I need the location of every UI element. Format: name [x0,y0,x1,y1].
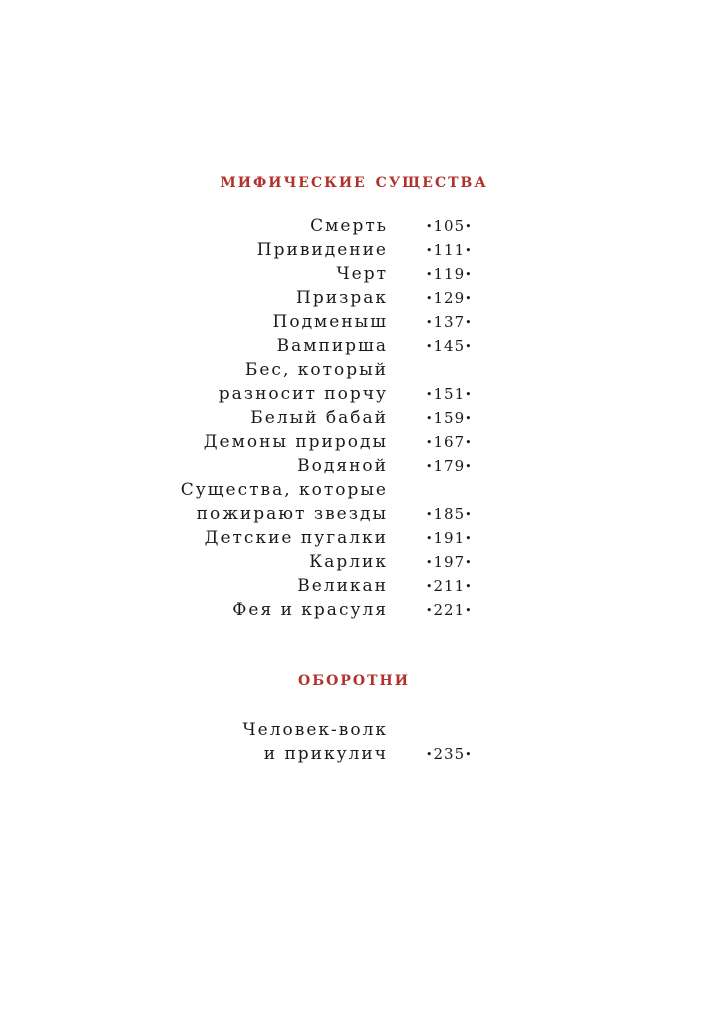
page-number-value: 179 [433,457,466,475]
bullet-icon: • [426,748,434,761]
page-number [426,382,473,408]
bullet-icon: • [426,556,434,569]
page-number-value: 185 [433,505,466,523]
entry-title [297,454,388,478]
page-number-value: 159 [433,409,466,427]
entry-title-line: Детские пугалки [204,528,388,548]
page-number-value: 191 [433,529,466,547]
toc-entry[interactable] [0,430,708,454]
entry-title-line: Привидение [256,240,388,260]
entry-title [250,406,388,430]
bullet-icon: • [426,340,434,353]
section-title: оборотни [298,666,410,690]
bullet-icon: • [465,508,473,521]
entry-title [181,478,388,526]
bullet-icon: • [426,460,434,473]
entry-title-line: Бес, который [244,360,388,380]
bullet-icon: • [426,508,434,521]
toc-entry[interactable] [0,598,708,622]
entry-title-line: Существа, которые [180,480,388,500]
entry-title-line: Смерть [310,216,388,236]
page-number-value: 167 [433,433,466,451]
entry-title [297,574,388,598]
page-number [426,430,473,456]
entry-title [337,262,389,286]
entry-title [309,550,388,574]
entry-title [204,430,388,454]
toc-entry[interactable] [0,718,708,766]
bullet-icon: • [426,268,434,281]
page-number-value: 221 [433,601,466,619]
entry-title [310,214,388,238]
toc-entry[interactable] [0,358,708,406]
entry-title [257,238,388,262]
bullet-icon: • [426,532,434,545]
page-number [426,214,473,240]
page-number [426,550,473,576]
entry-title-line: разносит порчу [218,384,388,404]
entry-title-line: пожирают звезды [196,504,388,524]
bullet-icon: • [426,292,434,305]
page-number-value: 211 [433,577,466,595]
toc-entry[interactable] [0,406,708,430]
entry-title [205,526,388,550]
page-number [426,526,473,552]
toc-entry[interactable] [0,286,708,310]
page-number-value: 151 [433,385,466,403]
toc-entry[interactable] [0,334,708,358]
toc-entry[interactable] [0,526,708,550]
page-number [426,262,473,288]
bullet-icon: • [426,388,434,401]
bullet-icon: • [426,316,434,329]
bullet-icon: • [426,604,434,617]
toc-entry[interactable] [0,238,708,262]
bullet-icon: • [465,580,473,593]
page-number-value: 119 [433,265,466,283]
entry-title [219,358,388,406]
page-number-value: 235 [433,745,466,763]
entry-title-line: Призрак [296,288,388,308]
bullet-icon: • [465,340,473,353]
bullet-icon: • [465,412,473,425]
page-number [426,598,473,624]
entry-title [273,310,388,334]
entry-title-line: Демоны природы [203,432,388,452]
entry-title [296,286,388,310]
bullet-icon: • [465,292,473,305]
bullet-icon: • [426,580,434,593]
entry-title-line: Фея и красуля [232,600,388,620]
entry-title [232,598,388,622]
page-number-value: 111 [433,241,466,259]
bullet-icon: • [465,748,473,761]
page-number [426,742,473,768]
page-number-value: 105 [433,217,466,235]
page-number [426,406,473,432]
bullet-icon: • [426,412,434,425]
page-number [426,238,473,264]
page-number [426,454,473,480]
entry-title [243,718,388,766]
bullet-icon: • [465,604,473,617]
page-number [426,502,473,528]
toc-entry[interactable] [0,262,708,286]
page-number [426,286,473,312]
bullet-icon: • [465,460,473,473]
entry-title-line: Белый бабай [250,408,388,428]
page-number-value: 197 [433,553,466,571]
bullet-icon: • [426,436,434,449]
bullet-icon: • [465,316,473,329]
bullet-icon: • [465,436,473,449]
page-number [426,334,473,360]
page-number-value: 145 [433,337,466,355]
entry-title-line: Подменыш [272,312,388,332]
page-number-value: 129 [433,289,466,307]
bullet-icon: • [465,220,473,233]
entry-title [277,334,388,358]
toc-entry[interactable] [0,574,708,598]
bullet-icon: • [465,268,473,281]
bullet-icon: • [465,556,473,569]
entry-title-line: и прикулич [263,744,388,764]
bullet-icon: • [465,388,473,401]
section-title: мифические существа [220,168,488,192]
entry-title-line: Черт [336,264,388,284]
page-number [426,574,473,600]
entry-title-line: Вампирша [276,336,388,356]
bullet-icon: • [426,220,434,233]
entry-title-line: Человек-волк [242,720,388,740]
toc-entry[interactable] [0,478,708,526]
toc-entry[interactable] [0,550,708,574]
entry-title-line: Карлик [309,552,388,572]
entry-title-line: Великан [297,576,388,596]
toc-entry[interactable] [0,454,708,478]
toc-entry[interactable] [0,214,708,238]
bullet-icon: • [426,244,434,257]
entry-title-line: Водяной [297,456,388,476]
bullet-icon: • [465,532,473,545]
bullet-icon: • [465,244,473,257]
toc-entry[interactable] [0,310,708,334]
page-number-value: 137 [433,313,466,331]
page-number [426,310,473,336]
